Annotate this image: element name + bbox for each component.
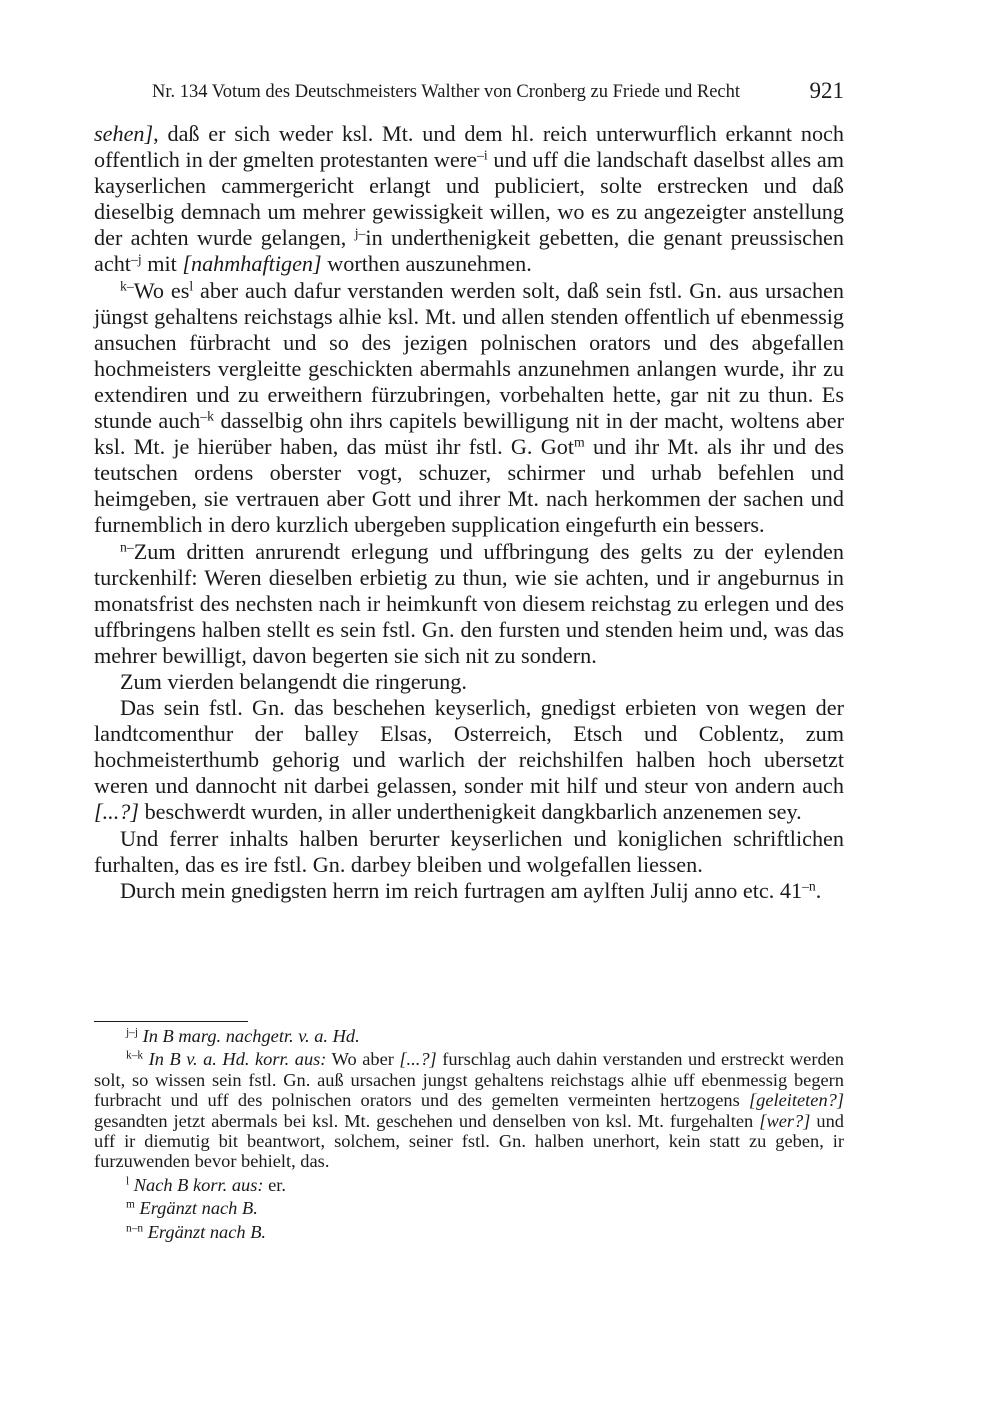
main-text [94,121,844,904]
paragraph-6: Und ferrer inhalts halben berurter keyserlichen und koniglichen schriftlichen furhalten, das es ire fstl. Gn. darbey bleiben und wolgefallen liessen. [94,825,844,877]
paragraph-3 [94,539,844,669]
footnote-text: er. [263,1174,286,1195]
page-number: 921 [809,78,844,103]
running-title: Nr. 134 Votum des Deutschmeisters Walther von Cronberg zu Friede und Recht [152,82,741,102]
paragraph-5 [94,695,844,825]
footnote-italic: [geleiteten?] [749,1090,844,1111]
paragraph-7 [94,878,844,904]
footnote-italic: In B marg. nachgetr. v. a. Hd. [138,1026,360,1046]
text-run: Das sein fstl. Gn. das beschehen keyserlich, gnedigst erbieten von wegen der landtcomenthur der balley Elsas, Osterreich, Etsch und Coblentz, zum hochmeisterthumb gehorig und warlich der reichshilfen halben hoch ubersetzt weren und dannocht nit darbei gelassen, sonder mit hilf und steur von andern auch [94,695,844,799]
note-marker: –j [130,251,142,267]
note-marker: –i [477,147,488,163]
footnote-text: Wo aber [326,1049,400,1070]
note-marker: m [574,434,585,450]
text-run: beschwerdt wurden, in aller underthenigkeit dangkbarlich anzenemen sey. [139,799,802,825]
text-run: und uff die landschaft daselbst alles am kayserlichen cammergericht erlangt und publiciert, solte erstrecken und daß dieselbig demnach um mehrer gewissigkeit willen, wo es zu angezeigter anstellung der achten wurde gelangen, [94,147,844,251]
footnote-text: furschlag auch dahin verstanden und erstreckt werden solt, so wissen sein fstl. Gn. auß ursachen jungst gehaltens reichstags alhie uff ebenmessig begern furbracht und uff des polnischen orators und des gemelten vermeinten hertzogens [94,1049,845,1111]
footnote-j [94,1026,844,1046]
footnotes [94,1026,844,1245]
footnote-italic: [...?] [399,1049,437,1070]
footnote-marker: m [126,1198,135,1211]
footnote-marker: j–j [126,1026,139,1039]
text-run: Durch mein gnedigsten herrn im reich furtragen am aylften Julij anno etc. 41 [120,877,803,903]
note-marker: n– [120,538,134,554]
editorial-italic: sehen] [94,121,154,146]
footnote-m [94,1198,844,1218]
paragraph-4: Zum vierden belangendt die ringerung. [120,668,467,694]
paragraph-2 [94,278,844,539]
footnote-text: und uff ir diemutig bit beantwort, solchem, seiner fstl. Gn. halben unerhort, kein statt zu geben, ir furzuwenden bevor behielt, das. [94,1110,844,1172]
footnote-italic: Ergänzt nach B. [134,1198,258,1219]
text-run: und ihr Mt. als ihr und des teutschen ordens oberster vogt, schuzer, schirmer und urhab befehlen und heimgeben, sie vertrauen aber Gott und ihrer Mt. nach herkommen der sachen und furnemblich in dero kurzlich ubergeben supplication eingefurth ein bessers. [94,434,844,538]
note-marker: l [189,278,194,293]
text-run: in underthenigkeit gebetten, die genant preussischen acht [94,225,845,277]
paragraph-1 [94,121,844,278]
footnote-rule [94,1021,248,1022]
note-marker: j– [354,225,366,241]
note-marker: –k [200,408,215,424]
footnote-italic: In B v. a. Hd. korr. aus: [143,1049,327,1070]
footnote-l [94,1175,844,1195]
text-run: Wo es [133,277,190,303]
note-marker: –n [802,878,816,894]
text-run: aber auch dafur verstanden werden solt, daß sein fstl. Gn. aus ursachen jüngst gehaltens reichstags alhie ksl. Mt. und allen stenden offentlich uf ebenmessig ansuchen fürbracht und so des jezigen polnischen orators und des abgefallen hochmeisters vergleitte geschickten abermahls anzunehmen anlangen wurde, ihr zu extendiren und zu erweithern fürzubringen, vorbehalten hette, gar nit zu thun. Es stunde auch [94,277,844,434]
text-run: . [815,877,822,903]
footnote-text: gesandten jetzt abermals bei ksl. Mt. geschehen und denselben von ksl. Mt. furgehalten [94,1110,760,1131]
text-run: mit [141,251,183,277]
footnote-marker: l [126,1175,130,1188]
editorial-italic: [...?] [94,799,140,825]
footnote-n [94,1222,844,1242]
footnote-italic: Nach B korr. aus: [129,1174,264,1195]
footnote-italic: [wer?] [759,1110,811,1131]
footnote-italic: Ergänzt nach B. [143,1221,267,1242]
text-run: dasselbig ohn ihrs capitels bewilligung nit in der macht, woltens aber ksl. Mt. je hierüber haben, das müst ihr fstl. G. Got [94,408,844,460]
footnote-k [94,1049,844,1171]
editorial-italic: [nahmhaftigen] [182,251,322,277]
footnote-marker: k–k [126,1050,144,1063]
text-run: Zum dritten anrurendt erlegung und uffbringung des gelts zu der eylenden turckenhilf: Weren dieselben erbietig zu thun, wie sie achten, und ir angeburnus in monatsfrist des nechsten nach ir heimkunft von diesem reichstag zu erlegen und des uffbringens halben stellt es sein fstl. Gn. den fursten und stenden heim und, was das mehrer bewilligt, davon begerten sie sich nit zu sondern. [94,538,844,668]
note-marker: k– [120,278,134,293]
footnote-marker: n–n [126,1222,144,1235]
text-run: worthen auszunehmen. [321,251,532,277]
text-run: , daß er sich weder ksl. Mt. und dem hl. reich unterwurflich erkannt noch offentlich in der gmelten protestanten were [94,121,844,173]
